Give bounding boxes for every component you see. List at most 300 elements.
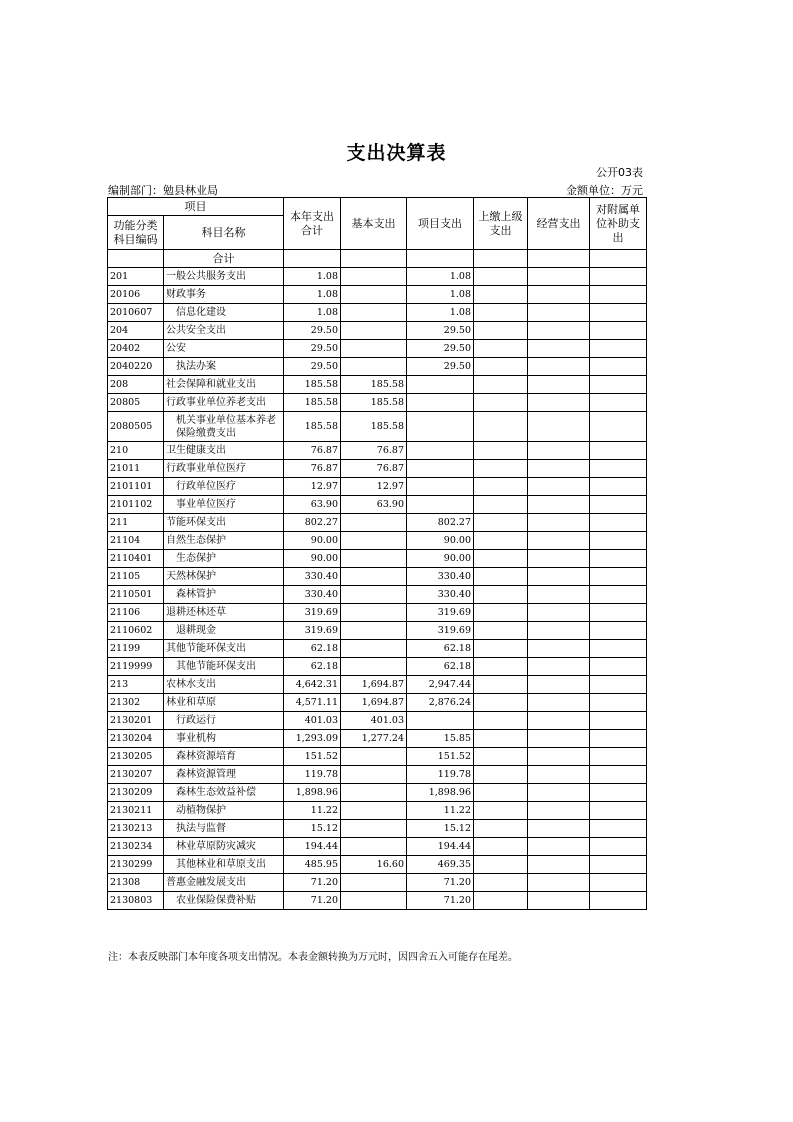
row-subsidy	[590, 358, 647, 376]
row-upper	[474, 496, 528, 514]
row-upper	[474, 604, 528, 622]
row-upper	[474, 622, 528, 640]
row-upper	[474, 802, 528, 820]
row-name: 行政单位医疗	[164, 478, 284, 496]
row-subsidy	[590, 658, 647, 676]
row-name: 其他节能环保支出	[164, 640, 284, 658]
row-business	[528, 640, 590, 658]
total-upper	[474, 250, 528, 268]
row-total: 4,642.31	[284, 676, 341, 694]
row-total: 401.03	[284, 712, 341, 730]
row-subsidy	[590, 460, 647, 478]
row-upper	[474, 748, 528, 766]
row-code: 2130204	[108, 730, 164, 748]
page-title: 支出决算表	[346, 142, 447, 164]
row-upper	[474, 586, 528, 604]
row-name: 机关事业单位基本养老保险缴费支出	[164, 412, 284, 442]
row-upper	[474, 340, 528, 358]
row-business	[528, 532, 590, 550]
row-total: 151.52	[284, 748, 341, 766]
row-name: 农业保险保费补贴	[164, 892, 284, 910]
row-subsidy	[590, 712, 647, 730]
row-subsidy	[590, 874, 647, 892]
row-business	[528, 604, 590, 622]
row-total: 185.58	[284, 394, 341, 412]
row-code: 2130803	[108, 892, 164, 910]
row-basic: 16.60	[341, 856, 407, 874]
row-subsidy	[590, 748, 647, 766]
row-code: 2130299	[108, 856, 164, 874]
row-basic: 63.90	[341, 496, 407, 514]
row-basic	[341, 892, 407, 910]
row-business	[528, 802, 590, 820]
row-name: 公共安全支出	[164, 322, 284, 340]
table-row	[108, 514, 647, 532]
row-project: 319.69	[407, 604, 474, 622]
table-row	[108, 604, 647, 622]
row-total: 802.27	[284, 514, 341, 532]
row-subsidy	[590, 442, 647, 460]
row-project: 29.50	[407, 340, 474, 358]
row-business	[528, 442, 590, 460]
row-business	[528, 784, 590, 802]
row-code: 2101101	[108, 478, 164, 496]
table-row	[108, 286, 647, 304]
table-row	[108, 460, 647, 478]
row-business	[528, 550, 590, 568]
row-basic	[341, 358, 407, 376]
row-total: 63.90	[284, 496, 341, 514]
row-name: 其他节能环保支出	[164, 658, 284, 676]
row-name: 事业单位医疗	[164, 496, 284, 514]
row-upper	[474, 658, 528, 676]
row-business	[528, 358, 590, 376]
row-upper	[474, 784, 528, 802]
row-subsidy	[590, 340, 647, 358]
row-project: 1,898.96	[407, 784, 474, 802]
row-project	[407, 412, 474, 442]
row-name: 事业机构	[164, 730, 284, 748]
row-basic	[341, 532, 407, 550]
row-project: 15.12	[407, 820, 474, 838]
row-project: 29.50	[407, 358, 474, 376]
row-project	[407, 496, 474, 514]
row-name: 天然林保护	[164, 568, 284, 586]
row-code: 211	[108, 514, 164, 532]
row-business	[528, 322, 590, 340]
row-project: 151.52	[407, 748, 474, 766]
row-subsidy	[590, 550, 647, 568]
row-business	[528, 838, 590, 856]
table-row	[108, 550, 647, 568]
table-row	[108, 820, 647, 838]
row-basic	[341, 586, 407, 604]
row-basic: 76.87	[341, 442, 407, 460]
row-code: 21104	[108, 532, 164, 550]
row-project	[407, 376, 474, 394]
row-project: 29.50	[407, 322, 474, 340]
row-project: 194.44	[407, 838, 474, 856]
row-upper	[474, 532, 528, 550]
row-business	[528, 874, 590, 892]
department-label: 编制部门：勉县林业局	[108, 184, 218, 197]
row-total: 29.50	[284, 322, 341, 340]
row-name: 森林生态效益补偿	[164, 784, 284, 802]
row-code: 2130201	[108, 712, 164, 730]
row-code: 20402	[108, 340, 164, 358]
row-basic	[341, 766, 407, 784]
row-name: 节能环保支出	[164, 514, 284, 532]
row-project: 2,876.24	[407, 694, 474, 712]
row-upper	[474, 550, 528, 568]
row-project: 71.20	[407, 892, 474, 910]
row-code: 201	[108, 268, 164, 286]
table-row	[108, 586, 647, 604]
row-name: 执法与监督	[164, 820, 284, 838]
row-total: 62.18	[284, 658, 341, 676]
row-code: 2130205	[108, 748, 164, 766]
row-total: 1,898.96	[284, 784, 341, 802]
header-code: 功能分类科目编码	[108, 216, 164, 250]
row-code: 2130213	[108, 820, 164, 838]
row-name: 行政事业单位养老支出	[164, 394, 284, 412]
row-project: 62.18	[407, 640, 474, 658]
row-name: 其他林业和草原支出	[164, 856, 284, 874]
row-total: 12.97	[284, 478, 341, 496]
row-basic	[341, 340, 407, 358]
row-total: 119.78	[284, 766, 341, 784]
row-total: 11.22	[284, 802, 341, 820]
row-code: 2101102	[108, 496, 164, 514]
total-project	[407, 250, 474, 268]
row-name: 动植物保护	[164, 802, 284, 820]
row-subsidy	[590, 568, 647, 586]
row-total: 330.40	[284, 568, 341, 586]
row-basic	[341, 820, 407, 838]
row-total: 29.50	[284, 340, 341, 358]
row-code: 210	[108, 442, 164, 460]
row-project: 319.69	[407, 622, 474, 640]
header-upper: 上缴上级支出	[474, 198, 528, 250]
row-upper	[474, 286, 528, 304]
row-code: 2110602	[108, 622, 164, 640]
row-basic	[341, 622, 407, 640]
row-business	[528, 586, 590, 604]
row-upper	[474, 856, 528, 874]
table-row	[108, 358, 647, 376]
row-business	[528, 514, 590, 532]
header-subsidy: 对附属单位补助支出	[590, 198, 647, 250]
row-total: 71.20	[284, 892, 341, 910]
table-row	[108, 394, 647, 412]
row-code: 21011	[108, 460, 164, 478]
row-total: 29.50	[284, 358, 341, 376]
row-code: 208	[108, 376, 164, 394]
row-project: 62.18	[407, 658, 474, 676]
row-business	[528, 892, 590, 910]
row-code: 2080505	[108, 412, 164, 442]
row-subsidy	[590, 694, 647, 712]
row-name: 行政运行	[164, 712, 284, 730]
row-code: 21308	[108, 874, 164, 892]
row-code: 21105	[108, 568, 164, 586]
row-subsidy	[590, 268, 647, 286]
table-row	[108, 340, 647, 358]
row-project: 119.78	[407, 766, 474, 784]
total-subsidy	[590, 250, 647, 268]
table-row	[108, 622, 647, 640]
row-subsidy	[590, 892, 647, 910]
row-upper	[474, 694, 528, 712]
row-total: 90.00	[284, 550, 341, 568]
table-row	[108, 412, 647, 442]
table-row	[108, 532, 647, 550]
row-name: 林业草原防灾减灾	[164, 838, 284, 856]
row-code: 20106	[108, 286, 164, 304]
row-basic	[341, 286, 407, 304]
row-subsidy	[590, 856, 647, 874]
row-business	[528, 340, 590, 358]
row-business	[528, 658, 590, 676]
form-number: 公开03表	[596, 166, 643, 179]
row-name: 森林管护	[164, 586, 284, 604]
row-business	[528, 478, 590, 496]
table-row	[108, 892, 647, 910]
row-name: 森林资源培育	[164, 748, 284, 766]
row-basic	[341, 802, 407, 820]
row-subsidy	[590, 514, 647, 532]
table-row	[108, 784, 647, 802]
row-name: 普惠金融发展支出	[164, 874, 284, 892]
row-business	[528, 286, 590, 304]
row-upper	[474, 514, 528, 532]
row-basic: 185.58	[341, 412, 407, 442]
table-row	[108, 730, 647, 748]
row-total: 194.44	[284, 838, 341, 856]
row-name: 公安	[164, 340, 284, 358]
row-subsidy	[590, 304, 647, 322]
row-total: 319.69	[284, 622, 341, 640]
row-project: 1.08	[407, 304, 474, 322]
table-row	[108, 874, 647, 892]
row-business	[528, 412, 590, 442]
row-project: 330.40	[407, 586, 474, 604]
row-code: 21106	[108, 604, 164, 622]
row-name: 执法办案	[164, 358, 284, 376]
row-total: 76.87	[284, 442, 341, 460]
row-project: 1.08	[407, 286, 474, 304]
table-row	[108, 712, 647, 730]
row-project: 90.00	[407, 550, 474, 568]
row-code: 2119999	[108, 658, 164, 676]
row-subsidy	[590, 604, 647, 622]
row-basic	[341, 268, 407, 286]
row-basic: 76.87	[341, 460, 407, 478]
row-name: 林业和草原	[164, 694, 284, 712]
row-upper	[474, 376, 528, 394]
row-total: 62.18	[284, 640, 341, 658]
row-upper	[474, 766, 528, 784]
row-upper	[474, 730, 528, 748]
row-name: 卫生健康支出	[164, 442, 284, 460]
row-subsidy	[590, 640, 647, 658]
header-business: 经营支出	[528, 198, 590, 250]
row-project: 11.22	[407, 802, 474, 820]
table-row	[108, 442, 647, 460]
amount-unit-label: 金额单位：万元	[566, 184, 643, 197]
row-name: 一般公共服务支出	[164, 268, 284, 286]
row-name: 退耕还林还草	[164, 604, 284, 622]
row-business	[528, 730, 590, 748]
row-project	[407, 460, 474, 478]
row-basic	[341, 658, 407, 676]
row-upper	[474, 268, 528, 286]
row-business	[528, 268, 590, 286]
row-basic	[341, 874, 407, 892]
row-subsidy	[590, 820, 647, 838]
total-business	[528, 250, 590, 268]
row-name: 森林资源管理	[164, 766, 284, 784]
row-upper	[474, 478, 528, 496]
row-project: 71.20	[407, 874, 474, 892]
row-business	[528, 820, 590, 838]
row-basic	[341, 604, 407, 622]
row-upper	[474, 676, 528, 694]
row-subsidy	[590, 376, 647, 394]
row-business	[528, 748, 590, 766]
row-business	[528, 712, 590, 730]
row-total: 15.12	[284, 820, 341, 838]
row-business	[528, 394, 590, 412]
row-code: 2110401	[108, 550, 164, 568]
row-business	[528, 568, 590, 586]
header-total: 本年支出合计	[284, 198, 341, 250]
row-subsidy	[590, 412, 647, 442]
row-basic: 185.58	[341, 376, 407, 394]
row-total: 1.08	[284, 268, 341, 286]
row-total: 319.69	[284, 604, 341, 622]
row-name: 生态保护	[164, 550, 284, 568]
row-business	[528, 694, 590, 712]
row-subsidy	[590, 676, 647, 694]
row-name: 社会保障和就业支出	[164, 376, 284, 394]
row-upper	[474, 304, 528, 322]
row-basic: 185.58	[341, 394, 407, 412]
row-upper	[474, 412, 528, 442]
row-code: 204	[108, 322, 164, 340]
total-basic	[341, 250, 407, 268]
table-row	[108, 268, 647, 286]
row-total: 1.08	[284, 286, 341, 304]
row-total: 1.08	[284, 304, 341, 322]
table-row	[108, 838, 647, 856]
row-project: 469.35	[407, 856, 474, 874]
row-business	[528, 376, 590, 394]
row-name: 退耕现金	[164, 622, 284, 640]
row-basic: 1,694.87	[341, 676, 407, 694]
total-row	[108, 250, 647, 268]
row-subsidy	[590, 802, 647, 820]
row-total: 90.00	[284, 532, 341, 550]
table-row	[108, 676, 647, 694]
row-subsidy	[590, 586, 647, 604]
header-project: 项目支出	[407, 198, 474, 250]
row-name: 信息化建设	[164, 304, 284, 322]
row-upper	[474, 838, 528, 856]
row-basic	[341, 514, 407, 532]
row-project	[407, 478, 474, 496]
row-upper	[474, 442, 528, 460]
row-code: 21302	[108, 694, 164, 712]
row-basic	[341, 322, 407, 340]
row-code: 21199	[108, 640, 164, 658]
row-code: 2130234	[108, 838, 164, 856]
row-subsidy	[590, 496, 647, 514]
row-subsidy	[590, 784, 647, 802]
row-upper	[474, 640, 528, 658]
row-total: 71.20	[284, 874, 341, 892]
row-upper	[474, 394, 528, 412]
row-project: 15.85	[407, 730, 474, 748]
table-row	[108, 748, 647, 766]
row-total: 185.58	[284, 376, 341, 394]
total-amount	[284, 250, 341, 268]
row-upper	[474, 820, 528, 838]
row-total: 1,293.09	[284, 730, 341, 748]
footnote: 注：本表反映部门本年度各项支出情况。本表金额转换为万元时，因四舍五入可能存在尾差。	[108, 952, 518, 963]
row-code: 2110501	[108, 586, 164, 604]
row-business	[528, 622, 590, 640]
table-row	[108, 658, 647, 676]
row-upper	[474, 460, 528, 478]
row-upper	[474, 892, 528, 910]
table-row	[108, 802, 647, 820]
row-subsidy	[590, 766, 647, 784]
row-total: 4,571.11	[284, 694, 341, 712]
total-label: 合计	[164, 250, 284, 268]
total-code-cell	[108, 250, 164, 268]
table-row	[108, 568, 647, 586]
row-basic	[341, 550, 407, 568]
row-upper	[474, 322, 528, 340]
table-row	[108, 640, 647, 658]
row-subsidy	[590, 322, 647, 340]
row-total: 485.95	[284, 856, 341, 874]
row-basic: 1,694.87	[341, 694, 407, 712]
table-row	[108, 766, 647, 784]
header-name: 科目名称	[164, 216, 284, 250]
table-row	[108, 856, 647, 874]
row-basic	[341, 838, 407, 856]
row-project: 1.08	[407, 268, 474, 286]
row-basic	[341, 748, 407, 766]
row-business	[528, 496, 590, 514]
row-basic	[341, 640, 407, 658]
table-row	[108, 376, 647, 394]
row-basic	[341, 784, 407, 802]
row-project	[407, 442, 474, 460]
row-business	[528, 856, 590, 874]
row-total: 76.87	[284, 460, 341, 478]
row-subsidy	[590, 532, 647, 550]
row-upper	[474, 358, 528, 376]
row-project	[407, 394, 474, 412]
row-upper	[474, 712, 528, 730]
row-upper	[474, 568, 528, 586]
row-business	[528, 460, 590, 478]
row-project	[407, 712, 474, 730]
row-subsidy	[590, 478, 647, 496]
